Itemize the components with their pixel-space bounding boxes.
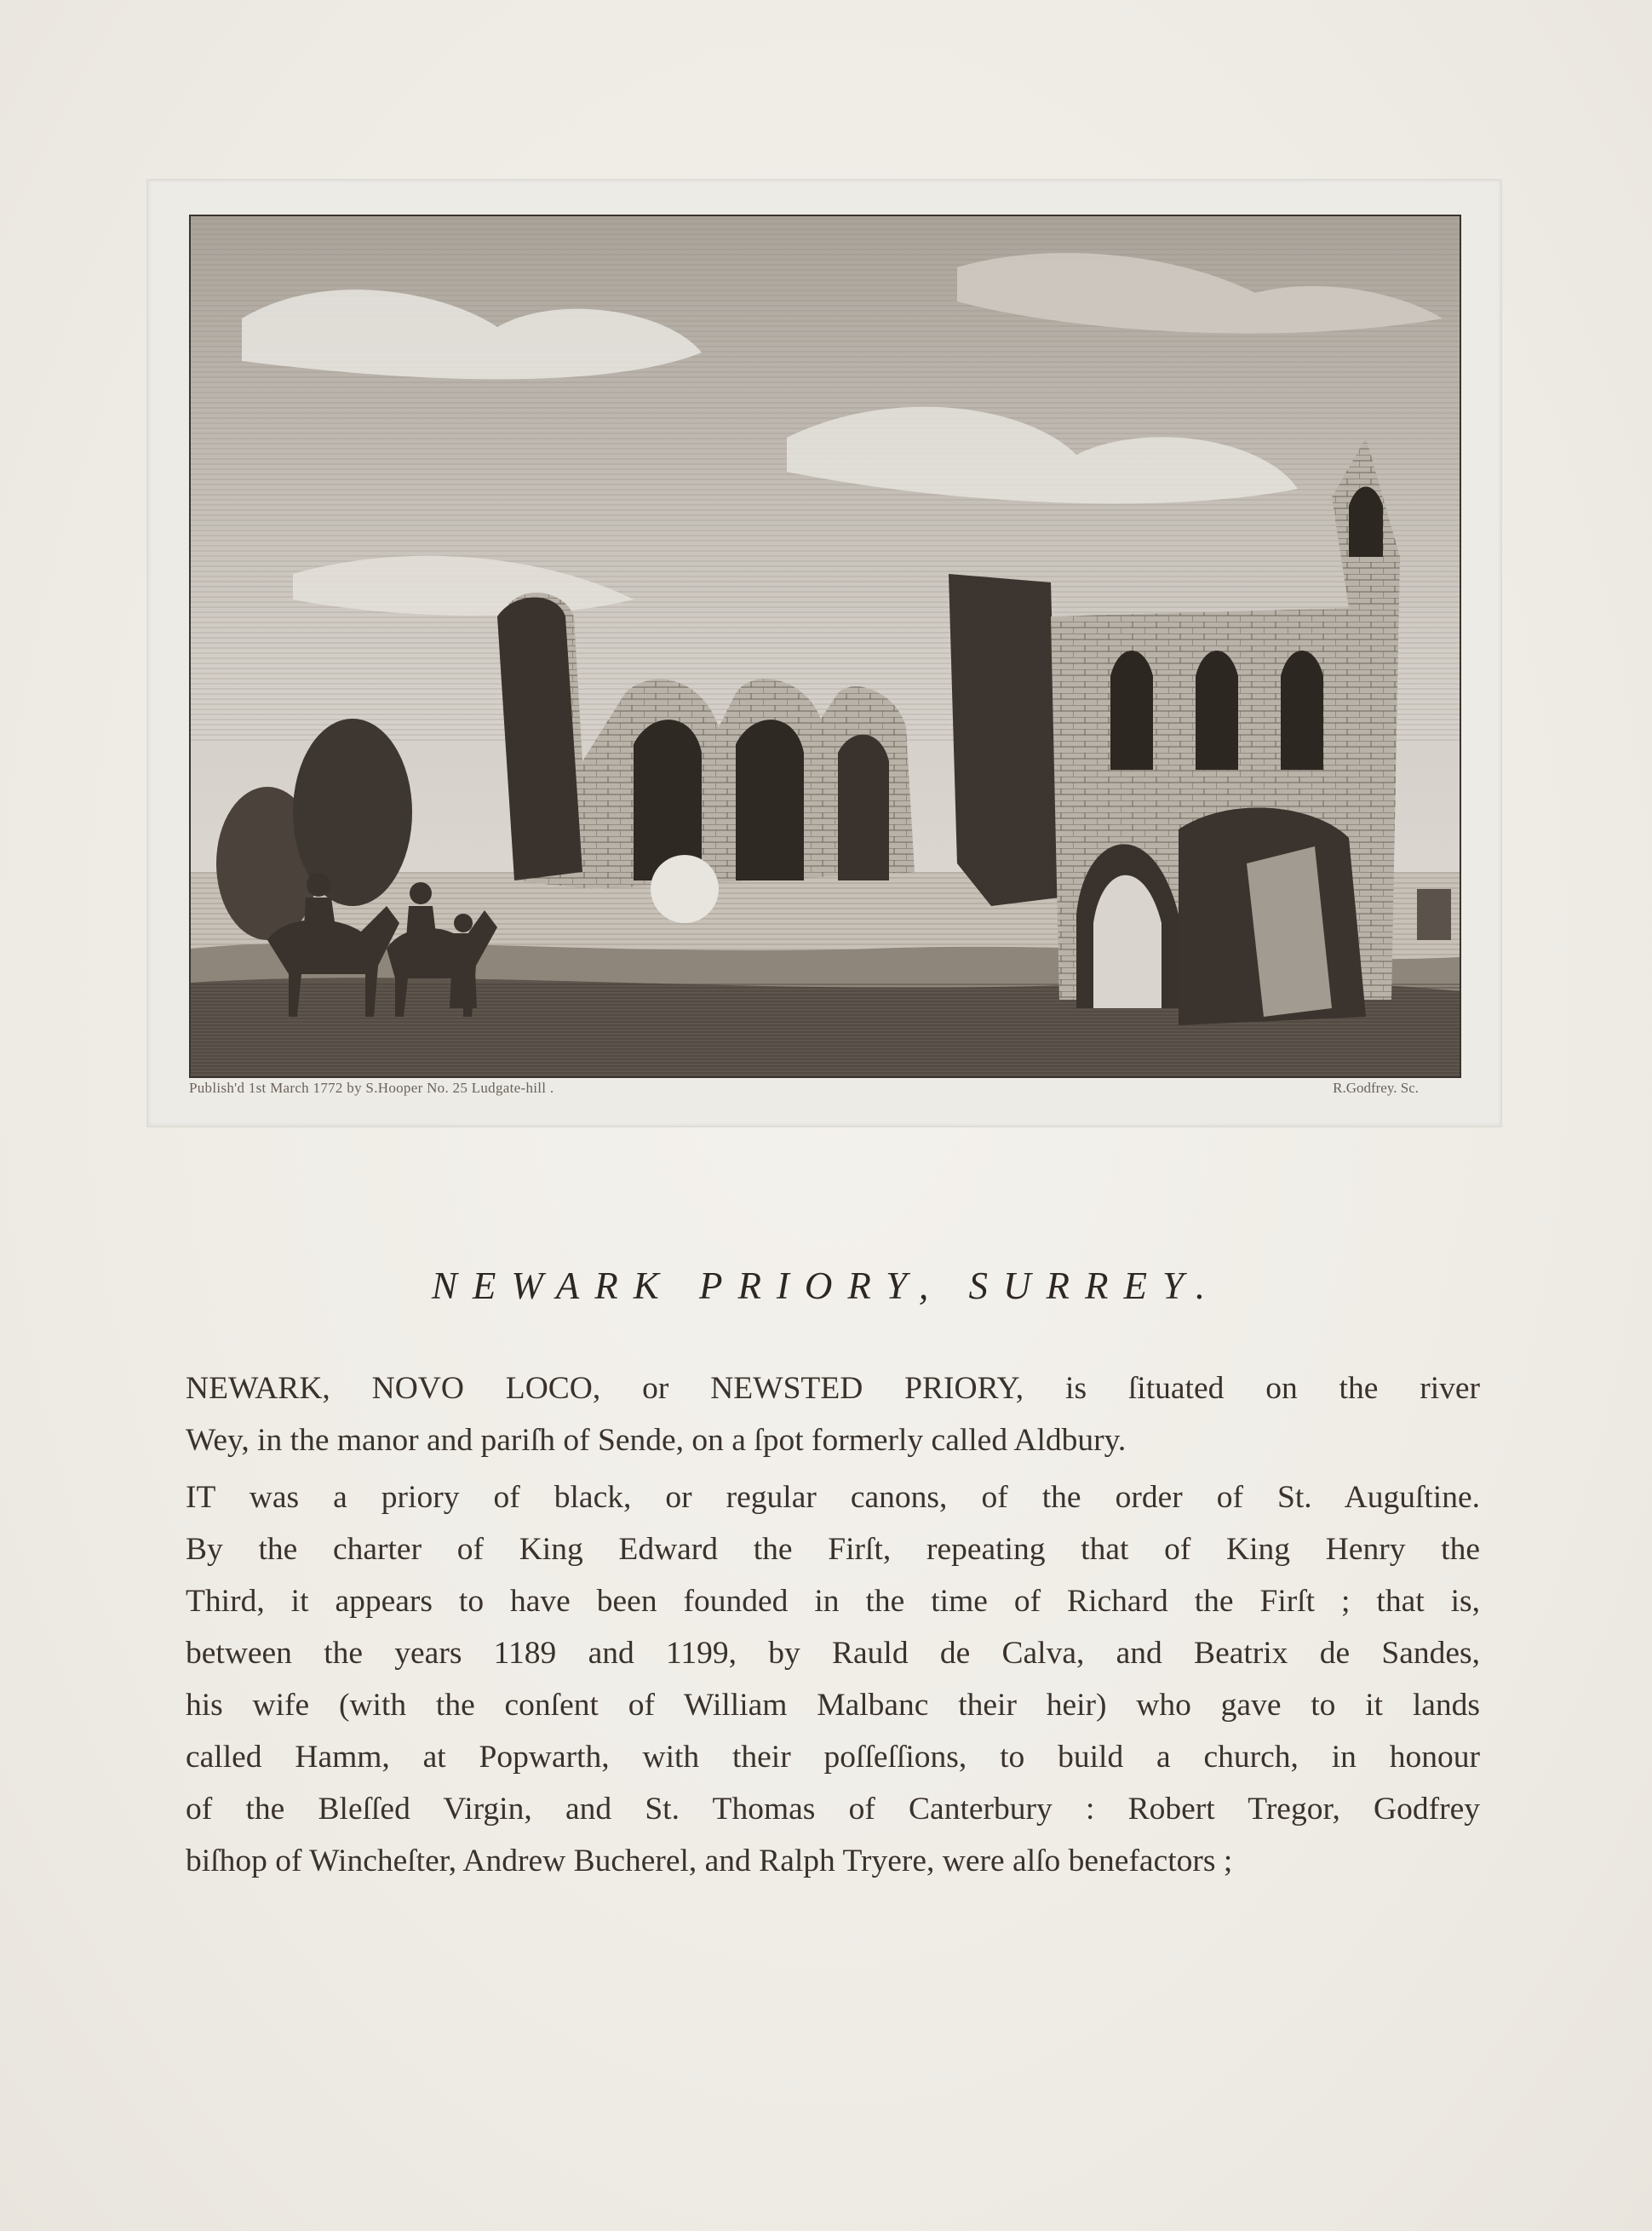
engraving-ruins-image <box>191 216 1460 1076</box>
engraver-credit: R.Godfrey. Sc. <box>1333 1080 1419 1096</box>
text-line: Third, it appears to have been founded in the time of Richard the Firſt ; that is, <box>186 1584 1480 1619</box>
text-line: of the Bleſſed Virgin, and St. Thomas of Canterbury : Robert Tregor, Godfrey <box>186 1792 1480 1827</box>
text-line: IT was a priory of black, or regular canons, of the order of St. Auguſtine. <box>186 1480 1480 1515</box>
text-line: between the years 1189 and 1199, by Rauld de Calva, and Beatrix de Sandes, <box>186 1636 1480 1671</box>
text-line: his wife (with the conſent of William Malbanc their heir) who gave to it lands <box>186 1688 1480 1723</box>
paragraph-2 <box>186 1471 1480 1887</box>
text-line: biſhop of Wincheſter, Andrew Bucherel, and Ralph Tryere, were alſo benefactors ; <box>186 1844 1233 1878</box>
page-title: NEWARK PRIORY, SURREY. <box>431 1265 1221 1307</box>
text-line: Wey, in the manor and pariſh of Sende, on a ſpot formerly called Aldbury. <box>186 1423 1127 1458</box>
text-line: NEWARK, NOVO LOCO, or NEWSTED PRIORY, is ſituated on the river <box>186 1371 1480 1406</box>
paragraph-1 <box>186 1362 1480 1466</box>
text-line: By the charter of King Edward the Firſt, repeating that of King Henry the <box>186 1532 1480 1567</box>
engraving-illustration <box>189 215 1461 1078</box>
text-line: called Hamm, at Popwarth, with their poſſeſſions, to build a church, in honour <box>186 1740 1480 1775</box>
body-text <box>186 1362 1480 1887</box>
publication-imprint: Publish'd 1st March 1772 by S.Hooper No. 25 Ludgate-hill . <box>189 1080 554 1096</box>
